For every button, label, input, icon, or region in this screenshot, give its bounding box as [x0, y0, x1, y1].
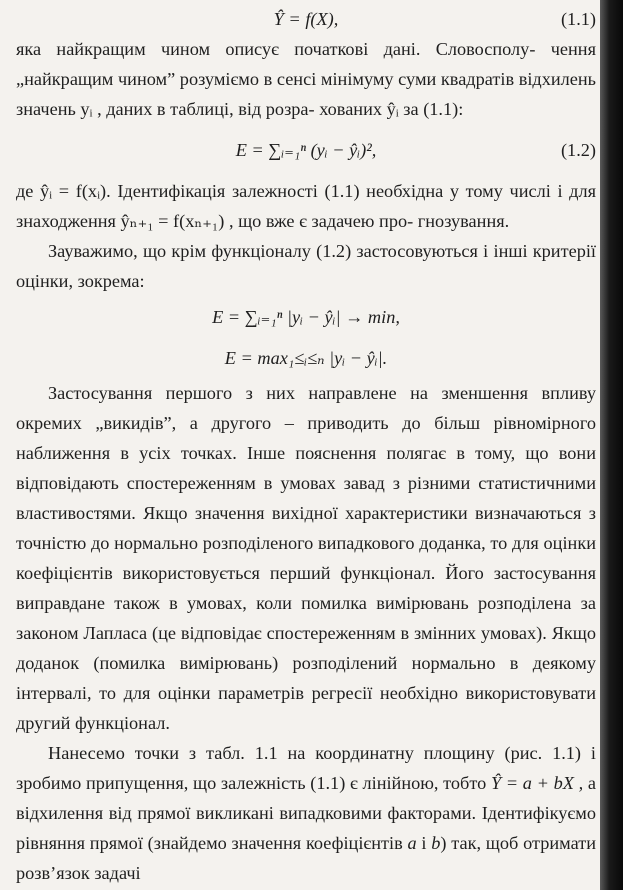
equation-1-2: [16, 124, 596, 176]
p1-line4: хованих ŷᵢ за (1.1):: [319, 99, 464, 119]
p5-conj: і: [421, 833, 427, 853]
p3-line1: Зауважимо, що крім функціоналу (1.2) застосовуються і: [48, 241, 489, 261]
p1-line2: чення „найкращим чином” розуміємо в сенсі мінімуму суми: [16, 39, 596, 89]
equation-max: [16, 338, 596, 378]
p1-line1: яка найкращим чином описує початкові дані. Словосполу-: [16, 39, 536, 59]
equation-1-1-body: Ŷ = f(X),: [273, 9, 339, 29]
equation-1-2-body: E = ∑ᵢ₌₁ⁿ (yᵢ − ŷᵢ)²,: [235, 140, 377, 160]
paragraph-2: [16, 176, 596, 236]
equation-min-sum-body: E = ∑ᵢ₌₁ⁿ |yᵢ − ŷᵢ| → min,: [212, 307, 400, 327]
p5-text-3: ) так, щоб отримати розв’язок задачі: [16, 833, 596, 883]
equation-1-2-number: (1.2): [560, 140, 596, 160]
p1-line3: квадратів відхилень значень yᵢ , даних в таблиці, від розра-: [16, 69, 596, 119]
p5-text-2: а відхилення від прямої викликані випадковими факторами. Ідентифікуємо рівняння прямої (знайдемо значення коефіцієнтів: [16, 773, 596, 853]
p5-coef-b: b: [431, 833, 441, 853]
paragraph-5: [16, 738, 596, 888]
paragraph-1: [16, 34, 596, 124]
p5-coef-a: a: [407, 833, 417, 853]
paragraph-3: [16, 236, 596, 296]
p2-line2: числі і для знаходження ŷₙ₊₁ = f(xₙ₊₁) , що вже є задачею про-: [16, 181, 596, 231]
equation-1-1-number: (1.1): [560, 9, 596, 29]
paragraph-4: Застосування першого з них направлене на зменшення впливу окремих „викидів”, а другого – приводить до більш рівномірного наближення в усіх точках. Інше пояснення полягає в тому, що вони відповідають спостереженням в умовах завад з різними статистичними властивостями. Якщо значення вихідної характеристики визначаються з точністю до нормально розподіленого випадкового доданка, то для оцінки коефіцієнтів використовується перший функціонал. Його застосування виправдане також в умовах, коли помилка вимірювань розподілена за законом Лапласа (це відповідає спостереженням в змінних умовах). Якщо доданок (помилка вимірювань) розподілений нормально в деякому інтервалі, то для оцінки параметрів регресії необхідно використовувати другий функціонал.: [16, 383, 596, 733]
p2-line1: де ŷᵢ = f(xᵢ). Ідентифікація залежності (1.1) необхідна у тому: [16, 181, 503, 201]
equation-min-sum: [16, 296, 596, 338]
p2-line3: гнозування.: [417, 211, 510, 231]
equation-max-body: E = max₁≤ᵢ≤ₙ |yᵢ − ŷᵢ|.: [224, 348, 388, 368]
book-spine-shadow: [600, 0, 623, 890]
page-content: [16, 4, 596, 888]
equation-1-1: [16, 4, 596, 34]
p5-text-1: Нанесемо точки з табл. 1.1 на координатну площину (рис. 1.1) і зробимо припущення, що залежність (1.1) є лінійною, тобто: [16, 743, 596, 793]
p5-linear-formula: Ŷ = a + bX ,: [490, 773, 584, 793]
p3-line2: інші критерії оцінки, зокрема:: [16, 241, 596, 291]
